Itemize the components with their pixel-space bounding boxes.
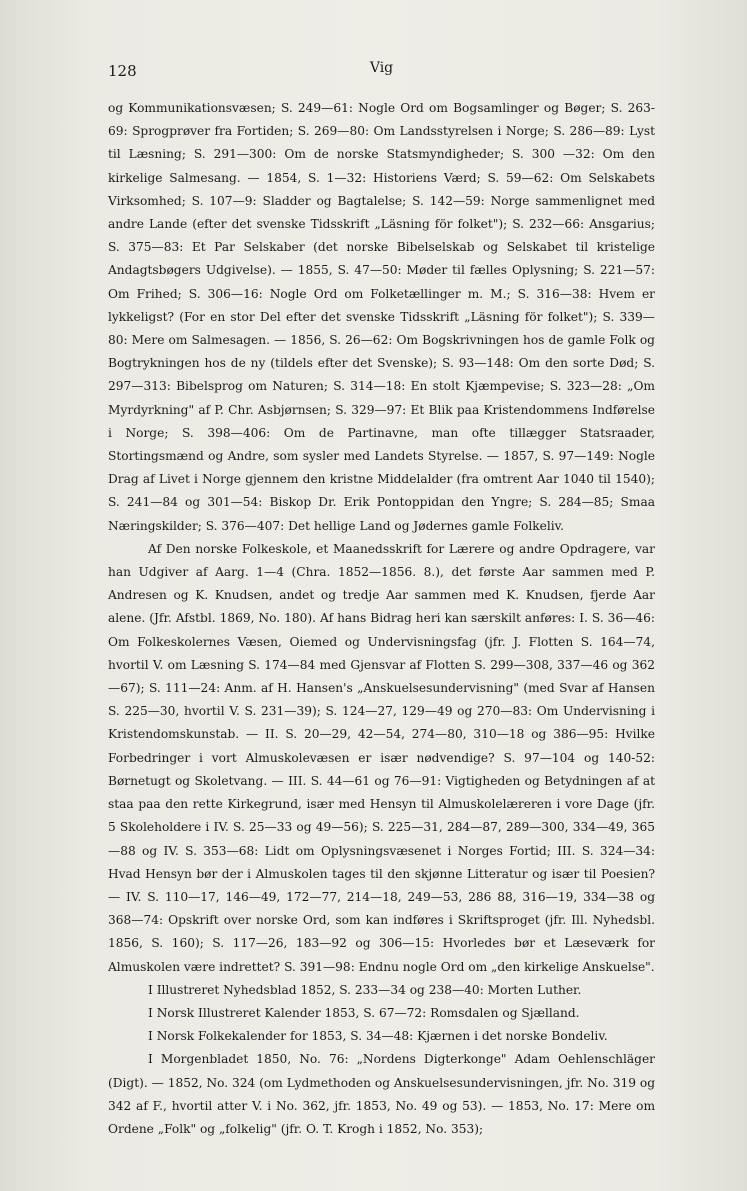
paragraph-folkekalender: I Norsk Folkekalender for 1853, S. 34—48: Kjærnen i det norske Bondeliv. bbox=[148, 1029, 608, 1044]
paragraph-periodical-contributions: og Kommunikationsvæsen; S. 249—61: Nogle Ord om Bogsamlinger og Bøger; S. 263-69: Sprogprøver fra Fortiden; S. 269—80: Om Landsstyrelsen i Norge; S. 286—89: Lyst til Læsning; S. 291—300: Om de norske Statsmyndigheder; S. 300 —32: Om den kirkelige Salmesang. — 1854, S. 1—32: Historiens Værd; S. 59—62: Om Selskabets Virksomhed; S. 107—9: Sladder og Bagtalelse; S. 142—59: Norge sammenlignet med andre Lande (efter det svenske Tidsskrift „Läsning för folket"); S. 232—66: Ansgarius; S. 375—83: Et Par Selskaber (det norske Bibelselskab og Selskabet til kristelige Andagtsbøgers Udgivelse). — 1855, S. 47—50: Møder til fælles Oplysning; S. 221—57: Om Frihed; S. 306—16: Nogle Ord om Folketællinger m. M.; S. 316—38: Hvem er lykkeligst? (For en stor Del efter det svenske Tidsskrift „Läsning för folket"); S. 339—80: Mere om Salmesagen. — 1856, S. 26—62: Om Bogskrivningen hos de gamle Folk og Bogtrykningen hos de ny (tildels efter det Svenske); S. 93—148: Om den sorte Død; S. 297—313: Bibelsprog om Naturen; S. 314—18: En stolt Kjæmpevise; S. 323—28: „Om Myrdyrkning" af P. Chr. Asbjørnsen; S. 329—97: Et Blik paa Kristendommens Indførelse i Norge; S. 398—406: Om de Partinavne, man ofte tillægger Statsraader, Stortingsmænd og Andre, som sysler med Landets Styrelse. — 1857, S. 97—149: Nogle Drag af Livet i Norge gjennem den kristne Middelalder (fra omtrent Aar 1040 til 1540); S. 241—84 og 301—54: Biskop Dr. Erik Pontoppidan den Yngre; S. 284—85; Smaa Næringskilder; S. 376—407: Det hellige Land og Jødernes gamle Folkeliv. bbox=[108, 101, 655, 533]
paragraph-folkeskole: Af Den norske Folkeskole, et Maanedsskrift for Lærere og andre Opdragere, var han Udgiver af Aarg. 1—4 (Chra. 1852—1856. 8.), det første Aar sammen med P. Andresen og K. Knudsen, andet og tredje Aar sammen med K. Knudsen, fjerde Aar alene. (Jfr. Afstbl. 1869, No. 180). Af hans Bidrag heri kan særskilt anføres: I. S. 36—46: Om Folkeskolernes Væsen, Oiemed og Undervisningsfag (jfr. J. Flotten S. 164—74, hvortil V. om Læsning S. 174—84 med Gjensvar af Flotten S. 299—308, 337—46 og 362—67); S. 111—24: Anm. af H. Hansen's „Anskuelsesundervisning" (med Svar af Hansen S. 225—30, hvortil V. S. 231—39); S. 124—27, 129—49 og 270—83: Om Undervisning i Kristendomskunstab. — II. S. 20—29, 42—54, 274—80, 310—18 og 386—95: Hvilke Forbedringer i vort Almuskolevæsen er især nødvendige? S. 97—104 og 140-52: Børnetugt og Skoletvang. — III. S. 44—61 og 76—91: Vigtigheden og Betydningen af at staa paa den rette Kirkegrund, især med Hensyn til Almuskolelæreren i vore Dage (jfr. 5 Skoleholdere i IV. S. 25—33 og 49—56); S. 225—31, 284—87, 289—300, 334—49, 365—88 og IV. S. 353—68: Lidt om Oplysningsvæsenet i Norges Fortid; III. S. 324—34: Hvad Hensyn bør der i Almuskolen tages til den skjønne Litteratur og især til Poesien? — IV. S. 110—17, 146—49, 172—77, 214—18, 249—53, 286 88, 316—19, 334—38 og 368—74: Opskrift over norske Ord, som kan indføres i Skriftsproget (jfr. Ill. Nyhedsbl. 1856, S. 160); S. 117—26, 183—92 og 306—15: Hvorledes bør et Læseværk for Almuskolen være indrettet? S. 391—98: Endnu nogle Ord om „den kirkelige Anskuelse". bbox=[108, 541, 655, 974]
page-number: 128 bbox=[108, 62, 137, 80]
page-header bbox=[108, 62, 655, 82]
paragraph-kalender: I Norsk Illustreret Kalender 1853, S. 67—72: Romsdalen og Sjælland. bbox=[148, 1005, 580, 1020]
paragraph-morgenbladet: I Morgenbladet 1850, No. 76: „Nordens Digterkonge" Adam Oehlenschläger (Digt). — 1852, No. 324 (om Lydmethoden og Anskuelsesundervisningen, jfr. No. 319 og 342 af F., hvortil atter V. i No. 362, jfr. 1853, No. 49 og 53). — 1853, No. 17: Mere om Ordene „Folk" og „folkelig" (jfr. O. T. Krogh i 1852, No. 353); bbox=[108, 1052, 655, 1136]
running-head: Vig bbox=[369, 60, 394, 76]
paragraph-nyhedsblad: I Illustreret Nyhedsblad 1852, S. 233—34 og 238—40: Morten Luther. bbox=[148, 982, 582, 997]
body-text bbox=[108, 97, 655, 1141]
